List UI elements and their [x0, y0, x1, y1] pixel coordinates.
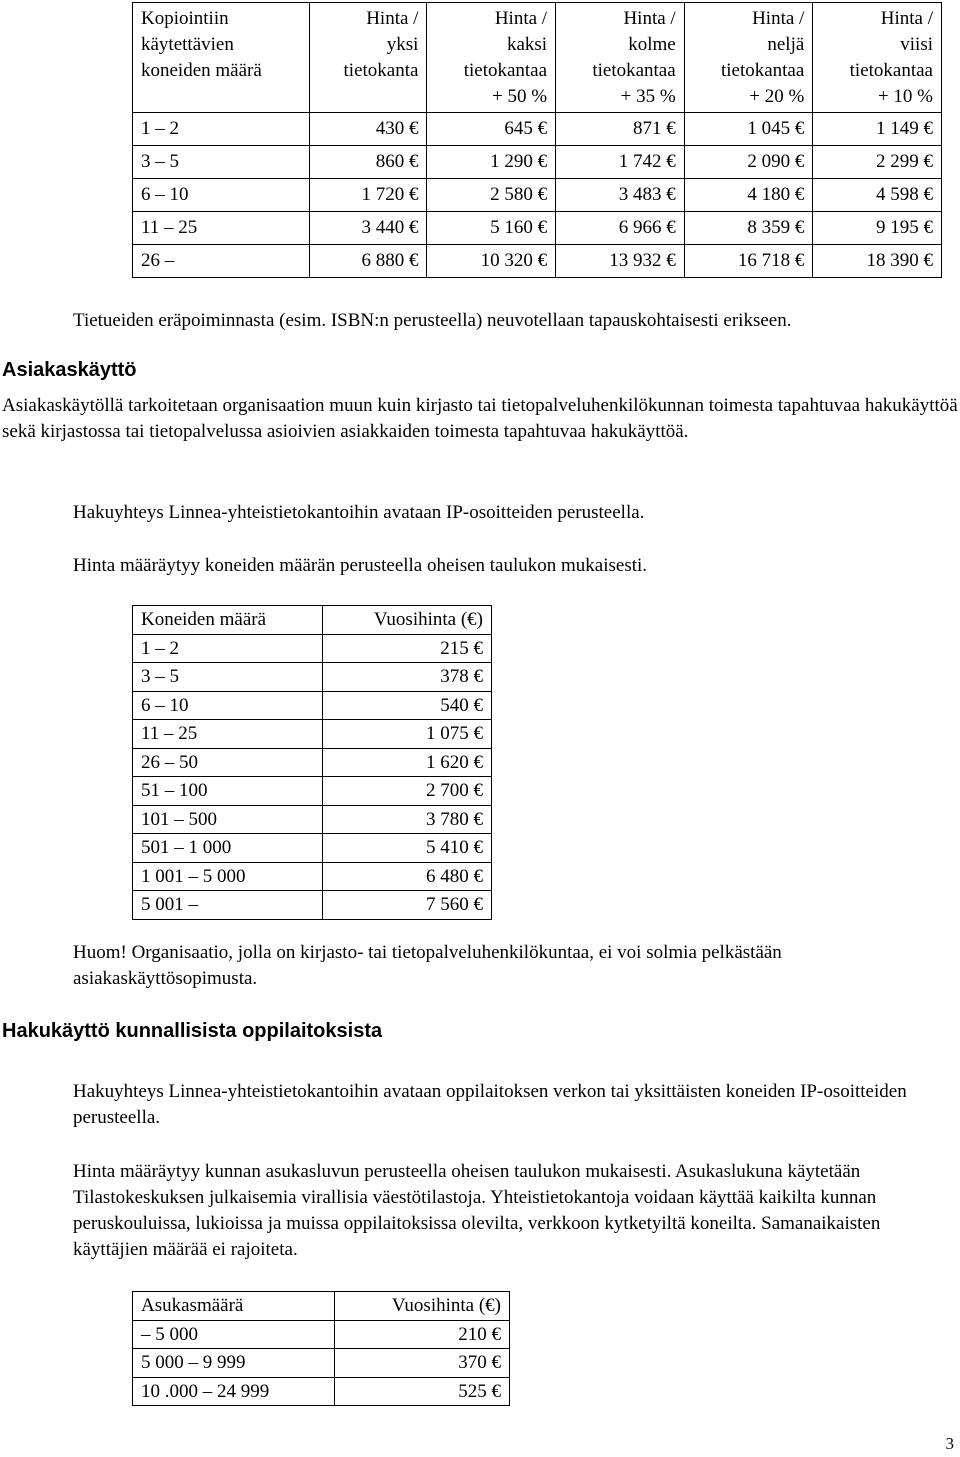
header-two-db: Hinta / kaksi tietokantaa + 50 %: [427, 3, 556, 113]
table-cell: 378 €: [323, 663, 492, 692]
price-table-customer-use: [132, 605, 492, 920]
table-cell: – 5 000: [133, 1320, 335, 1349]
table-row: [133, 862, 492, 891]
table-cell: 11 – 25: [133, 720, 323, 749]
table-row: [133, 113, 942, 146]
table-cell: 13 932 €: [556, 245, 685, 278]
table-cell: 51 – 100: [133, 777, 323, 806]
header-annual-price: Vuosihinta (€): [323, 606, 492, 635]
table-row: [133, 720, 492, 749]
table-cell: 5 000 – 9 999: [133, 1349, 335, 1378]
table-cell: 215 €: [323, 634, 492, 663]
table-row: [133, 748, 492, 777]
table-cell: 3 – 5: [133, 663, 323, 692]
table-cell: 9 195 €: [813, 212, 942, 245]
table-cell: 6 966 €: [556, 212, 685, 245]
table-row: [133, 691, 492, 720]
header-three-db: Hinta / kolme tietokantaa + 35 %: [556, 3, 685, 113]
table-cell: 1 149 €: [813, 113, 942, 146]
table-cell: 860 €: [309, 146, 427, 179]
table-cell: 1 075 €: [323, 720, 492, 749]
header-one-db: Hinta / yksi tietokanta: [309, 3, 427, 113]
table-row: [133, 245, 942, 278]
table-cell: 18 390 €: [813, 245, 942, 278]
table-row: [133, 805, 492, 834]
table-cell: 1 742 €: [556, 146, 685, 179]
table-cell: 5 410 €: [323, 834, 492, 863]
table-cell: 10 320 €: [427, 245, 556, 278]
table-cell: 101 – 500: [133, 805, 323, 834]
section-heading-customer-use: Asiakaskäyttö: [2, 359, 137, 381]
header-annual-price: Vuosihinta (€): [334, 1292, 509, 1321]
table-cell: 3 440 €: [309, 212, 427, 245]
table-cell: 11 – 25: [133, 212, 310, 245]
table-cell: 3 – 5: [133, 146, 310, 179]
table-cell: 2 700 €: [323, 777, 492, 806]
section-heading-school-use: Hakukäyttö kunnallisista oppilaitoksista: [2, 1020, 383, 1042]
table-cell: 5 001 –: [133, 891, 323, 920]
table-row: [133, 777, 492, 806]
table-header-row: [133, 1292, 510, 1321]
table-cell: 26 –: [133, 245, 310, 278]
table-cell: 1 290 €: [427, 146, 556, 179]
customer-access-line: Hakuyhteys Linnea-yhteistietokantoihin avataan IP-osoitteiden perusteella.: [73, 502, 645, 523]
table-cell: 1 001 – 5 000: [133, 862, 323, 891]
table-cell: 6 880 €: [309, 245, 427, 278]
table-cell: 2 090 €: [684, 146, 813, 179]
table-cell: 16 718 €: [684, 245, 813, 278]
table-cell: 7 560 €: [323, 891, 492, 920]
school-access-paragraph: Hakuyhteys Linnea-yhteistietokantoihin avataan oppilaitoksen verkon tai yksittäisten koneiden IP-osoitteiden perusteella.: [73, 1081, 907, 1128]
table-cell: 1 620 €: [323, 748, 492, 777]
table-cell: 871 €: [556, 113, 685, 146]
table-cell: 1 – 2: [133, 113, 310, 146]
table-header-row: [133, 606, 492, 635]
table-cell: 3 483 €: [556, 179, 685, 212]
note-batch-retrieval: Tietueiden eräpoiminnasta (esim. ISBN:n perusteella) neuvotellaan tapauskohtaisesti erikseen.: [73, 310, 792, 331]
table-cell: 5 160 €: [427, 212, 556, 245]
page-number: 3: [945, 1434, 954, 1453]
table-row: [133, 212, 942, 245]
table-row: [133, 146, 942, 179]
customer-price-line: Hinta määräytyy koneiden määrän perusteella oheisen taulukon mukaisesti.: [73, 555, 648, 576]
customer-use-paragraph: Asiakaskäytöllä tarkoitetaan organisaation muun kuin kirjasto tai tietopalveluhenkilökunnan toimesta tapahtuvaa hakukäyttöä sekä kirjastossa tai tietopalvelussa asioivien asiakkaiden toimesta tapahtuvaa hakukäyttöä.: [2, 395, 958, 442]
table-row: [133, 179, 942, 212]
table-row: [133, 1349, 510, 1378]
price-table-copying: [132, 2, 942, 278]
table-row: [133, 1377, 510, 1406]
table-cell: 525 €: [334, 1377, 509, 1406]
price-table-school-use: [132, 1291, 510, 1406]
table-row: [133, 634, 492, 663]
header-population: Asukasmäärä: [133, 1292, 335, 1321]
table-cell: 8 359 €: [684, 212, 813, 245]
price-table-header-row: [133, 3, 942, 113]
header-machine-count: Koneiden määrä: [133, 606, 323, 635]
table-cell: 4 598 €: [813, 179, 942, 212]
header-five-db: Hinta / viisi tietokantaa + 10 %: [813, 3, 942, 113]
table-cell: 501 – 1 000: [133, 834, 323, 863]
table-cell: 6 – 10: [133, 179, 310, 212]
table-cell: 1 720 €: [309, 179, 427, 212]
table-cell: 2 299 €: [813, 146, 942, 179]
table-row: [133, 891, 492, 920]
table-row: [133, 1320, 510, 1349]
school-price-paragraph: Hinta määräytyy kunnan asukasluvun perusteella oheisen taulukon mukaisesti. Asukaslukuna käytetään Tilastokeskuksen julkaisemia virallisia väestötilastoja. Yhteistietokantoja voidaan käyttää kaikilta kunnan peruskouluissa, lukioissa ja muissa oppilaitoksissa olevilta, verkkoon kytketyiltä koneilta. Samanaikaisten käyttäjien määrää ei rajoiteta.: [73, 1161, 881, 1260]
table-row: [133, 663, 492, 692]
table-cell: 210 €: [334, 1320, 509, 1349]
table-cell: 430 €: [309, 113, 427, 146]
customer-use-note: Huom! Organisaatio, jolla on kirjasto- tai tietopalveluhenkilökuntaa, ei voi solmia pelkästään asiakaskäyttösopimusta.: [73, 942, 782, 989]
header-four-db: Hinta / neljä tietokantaa + 20 %: [684, 3, 813, 113]
table-cell: 3 780 €: [323, 805, 492, 834]
table-cell: 1 – 2: [133, 634, 323, 663]
table-cell: 540 €: [323, 691, 492, 720]
table-cell: 645 €: [427, 113, 556, 146]
table-cell: 6 480 €: [323, 862, 492, 891]
table-cell: 26 – 50: [133, 748, 323, 777]
table-cell: 10 .000 – 24 999: [133, 1377, 335, 1406]
table-cell: 370 €: [334, 1349, 509, 1378]
table-cell: 6 – 10: [133, 691, 323, 720]
table-cell: 4 180 €: [684, 179, 813, 212]
table-row: [133, 834, 492, 863]
table-cell: 1 045 €: [684, 113, 813, 146]
table-cell: 2 580 €: [427, 179, 556, 212]
header-machines: Kopiointiin käytettävien koneiden määrä: [133, 3, 310, 113]
